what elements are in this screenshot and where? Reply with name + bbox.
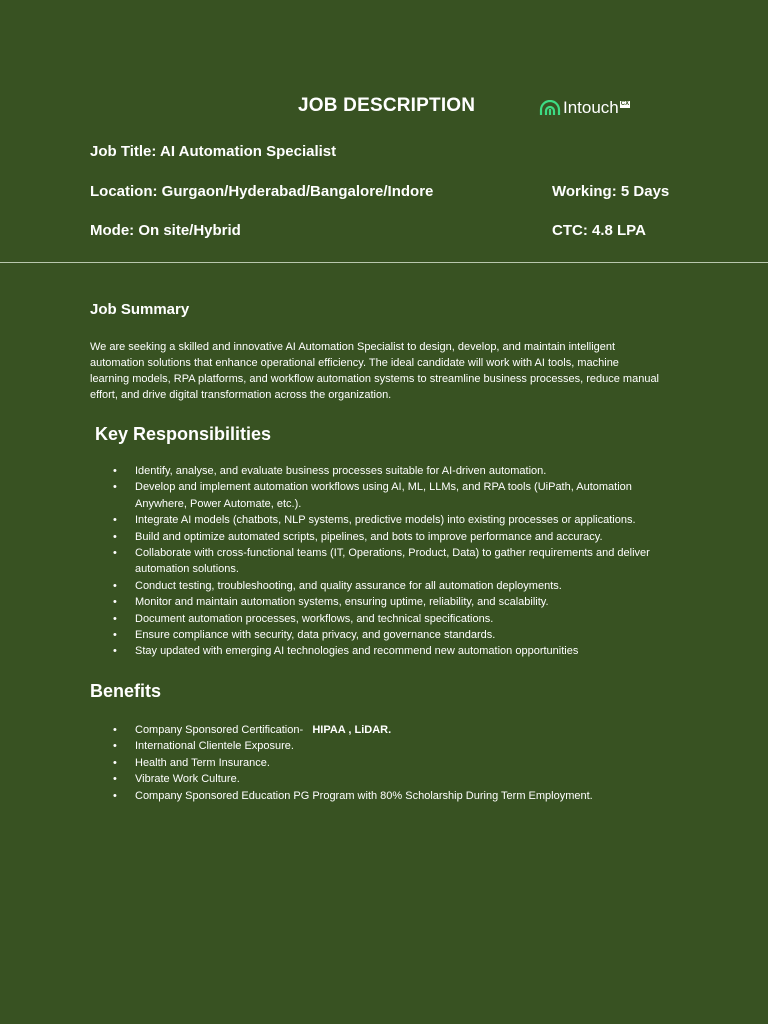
list-item	[90, 722, 670, 738]
list-item: • Develop and implement automation workflows using AI, ML, LLMs, and RPA tools (UiPath, Automation Anywhere, Power Automate, etc.).	[90, 479, 670, 512]
ctc: CTC: 4.8 LPA	[552, 222, 646, 239]
key-responsibilities-heading: Key Responsibilities	[95, 424, 272, 444]
list-item: • Identify, analyse, and evaluate business processes suitable for AI-driven automation.	[90, 463, 670, 479]
benefits-list	[90, 722, 670, 804]
benefit-certification-label: Company Sponsored Certification-	[135, 724, 304, 736]
list-item: • Ensure compliance with security, data privacy, and governance standards.	[90, 627, 670, 643]
job-summary-text: We are seeking a skilled and innovative AI Automation Specialist to design, develop, and maintain intelligent automation solutions that enhance operational efficiency. The ideal candidate will work with AI tools, machine learning models, RPA platforms, and workflow automation systems to streamline business processes, reduce manual effort, and drive digital transformation across the organization.	[90, 341, 660, 401]
working-days: Working: 5 Days	[552, 183, 670, 200]
list-item: • International Clientele Exposure.	[90, 738, 670, 754]
list-item: • Health and Term Insurance.	[90, 755, 670, 771]
list-item: • Collaborate with cross-functional teams (IT, Operations, Product, Data) to gather requirements and deliver automation solutions.	[90, 545, 670, 578]
location: Location: Gurgaon/Hyderabad/Bangalore/Indore	[90, 183, 434, 200]
list-item: • Stay updated with emerging AI technologies and recommend new automation opportunities	[90, 643, 670, 659]
logo-badge: CX	[620, 101, 630, 107]
page-title: JOB DESCRIPTION	[298, 95, 476, 116]
job-summary-heading: Job Summary	[90, 301, 190, 318]
list-item: • Vibrate Work Culture.	[90, 771, 670, 787]
list-item: • Monitor and maintain automation systems, ensuring uptime, reliability, and scalability.	[90, 594, 670, 610]
list-item: • Conduct testing, troubleshooting, and quality assurance for all automation deployments.	[90, 578, 670, 594]
logo-text: Intouch	[563, 98, 619, 117]
list-item: • Integrate AI models (chatbots, NLP systems, predictive models) into existing processes or applications.	[90, 512, 670, 528]
intouch-logo-icon	[539, 100, 561, 116]
job-title: Job Title: AI Automation Specialist	[90, 143, 337, 160]
benefit-certification-names: HIPAA , LiDAR.	[312, 724, 392, 736]
list-item: • Document automation processes, workflows, and technical specifications.	[90, 611, 670, 627]
company-logo	[539, 98, 630, 118]
work-mode: Mode: On site/Hybrid	[90, 222, 241, 239]
header-divider	[0, 262, 768, 263]
list-item: • Company Sponsored Education PG Program with 80% Scholarship During Term Employment.	[90, 788, 670, 804]
benefits-heading: Benefits	[90, 681, 162, 701]
responsibilities-list	[90, 463, 670, 660]
list-item: • Build and optimize automated scripts, pipelines, and bots to improve performance and accuracy.	[90, 529, 670, 545]
